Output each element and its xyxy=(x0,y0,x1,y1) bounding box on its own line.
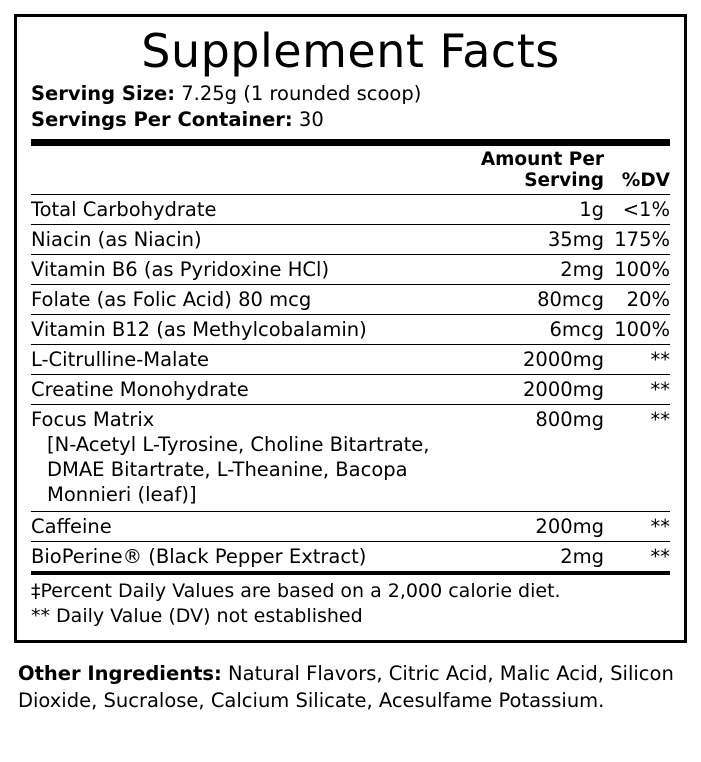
nutrient-name: Vitamin B12 (as Methylcobalamin) xyxy=(31,314,476,344)
nutrient-dv: ** xyxy=(604,344,670,374)
nutrient-amount: 2mg xyxy=(476,541,604,571)
serving-size-line xyxy=(31,81,670,107)
nutrient-name: Niacin (as Niacin) xyxy=(31,224,476,254)
servings-per-container-value: 30 xyxy=(298,108,324,132)
nutrient-dv: ** xyxy=(604,541,670,571)
table-row xyxy=(31,314,670,344)
nutrition-table-body xyxy=(31,194,670,570)
nutrient-name: BioPerine® (Black Pepper Extract) xyxy=(31,541,476,571)
nutrient-dv: ** xyxy=(604,374,670,404)
nutrient-dv: <1% xyxy=(604,194,670,224)
column-header-amount: Amount Per Serving xyxy=(480,148,604,191)
table-row xyxy=(31,404,670,511)
nutrient-amount: 2000mg xyxy=(476,344,604,374)
footnote-daily-values: ‡Percent Daily Values are based on a 2,000 calorie diet. xyxy=(31,579,561,602)
nutrient-name: Caffeine xyxy=(31,511,476,541)
nutrient-name: Total Carbohydrate xyxy=(31,194,476,224)
footnote-dv-not-established: ** Daily Value (DV) not established xyxy=(31,605,363,628)
nutrient-dv: 175% xyxy=(604,224,670,254)
nutrient-amount: 2000mg xyxy=(476,374,604,404)
table-row xyxy=(31,344,670,374)
nutrient-amount: 80mcg xyxy=(476,284,604,314)
nutrient-name xyxy=(31,404,476,511)
divider-thick-top xyxy=(31,139,670,146)
nutrient-dv: 100% xyxy=(604,254,670,284)
supplement-facts-panel xyxy=(14,14,687,643)
nutrient-dv: ** xyxy=(604,511,670,541)
table-header-row xyxy=(31,146,670,195)
nutrition-table-header xyxy=(31,146,670,195)
column-header-name xyxy=(31,146,476,195)
nutrient-dv: 100% xyxy=(604,314,670,344)
footnotes xyxy=(31,575,670,630)
nutrient-amount: 6mcg xyxy=(476,314,604,344)
other-ingredients-value: Natural Flavors, Citric Acid, Malic Acid, Silicon Dioxide, Sucralose, Calcium Silicate, Acesulfame Potassium. xyxy=(18,661,674,712)
nutrient-amount: 35mg xyxy=(476,224,604,254)
servings-per-container-line xyxy=(31,107,670,133)
focus-matrix-ingredients: [N-Acetyl L-Tyrosine, Choline Bitartrate, DMAE Bitartrate, L-Theanine, Bacopa Monnieri (leaf)] xyxy=(47,432,430,506)
nutrient-amount: 1g xyxy=(476,194,604,224)
page-title: Supplement Facts xyxy=(141,24,560,78)
table-row xyxy=(31,284,670,314)
other-ingredients-label: Other Ingredients: xyxy=(18,661,222,685)
serving-size-label: Serving Size: xyxy=(31,82,176,106)
nutrient-name: Creatine Monohydrate xyxy=(31,374,476,404)
nutrient-amount: 200mg xyxy=(476,511,604,541)
nutrient-amount: 2mg xyxy=(476,254,604,284)
servings-per-container-label: Servings Per Container: xyxy=(31,108,293,132)
nutrient-name: Vitamin B6 (as Pyridoxine HCl) xyxy=(31,254,476,284)
nutrient-amount: 800mg xyxy=(476,404,604,511)
table-row xyxy=(31,254,670,284)
nutrient-name: Folate (as Folic Acid) 80 mcg xyxy=(31,284,476,314)
table-row xyxy=(31,511,670,541)
table-row xyxy=(31,541,670,571)
nutrient-name: L-Citrulline-Malate xyxy=(31,344,476,374)
nutrient-dv: ** xyxy=(604,404,670,511)
table-row xyxy=(31,374,670,404)
table-row xyxy=(31,224,670,254)
nutrition-table xyxy=(31,146,670,571)
column-header-dv: %DV xyxy=(621,169,670,191)
nutrient-name-text: Focus Matrix xyxy=(31,407,155,431)
table-row xyxy=(31,194,670,224)
other-ingredients xyxy=(18,661,683,715)
nutrient-dv: 20% xyxy=(604,284,670,314)
serving-size-value: 7.25g (1 rounded scoop) xyxy=(181,82,422,106)
